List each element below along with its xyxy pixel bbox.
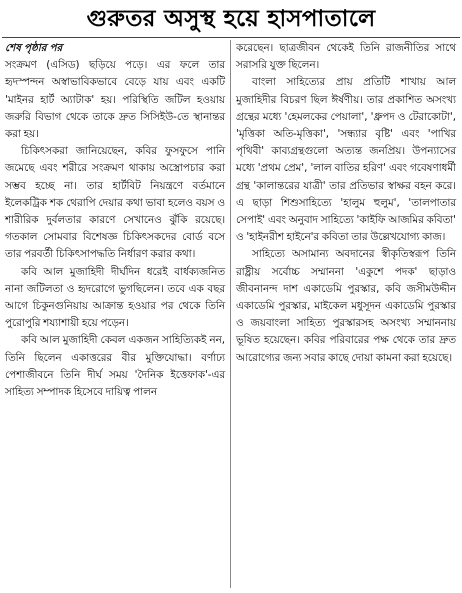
right-paragraph-2: বাংলা সাহিত্যের প্রায় প্রতিটি শাখায় আল মুজাহিদীর বিচরণ ছিল ঈর্ষণীয়। তার প্রকাশিত অসংখ্য গ্রন্থের মধ্যে 'হেমলকের পেয়ালা', 'ধ্রুপদ ও টেরাকোটা', 'মৃত্তিকা অতি-মৃত্তিকা', 'সন্ধ্যার বৃষ্টি' এবং 'পাখির পৃথিবী' কাব্যগ্রন্থগুলো অত্যন্ত জনপ্রিয়। উপন্যাসের মধ্যে 'প্রথম প্রেম', 'লাল বাতির হরিণ' এবং গবেষণাধর্মী গ্রন্থ 'কালান্তরের যাত্রী' তার প্রতিভার স্বাক্ষর বহন করে। এ ছাড়া শিশুসাহিত্যে 'হালুম হুলুম', 'তালপাতার সেপাই' এবং অনুবাদ সাহিত্যে 'কাইফি আজমির কবিতা' ও 'হাইনরীশ হাইনে'র কবিতা তার উল্লেখযোগ্য কাজ।	[236, 76, 456, 244]
right-paragraph-3: সাহিত্যে অসামান্য অবদানের স্বীকৃতিস্বরূপ তিনি রাষ্ট্রীয় সর্বোচ্চ সম্মাননা 'একুশে পদক' ছাড়াও জীবনানন্দ দাশ একাডেমি পুরস্কার, কবি জসীমউদ্দীন একাডেমি পুরস্কার, মাইকেল মধুসূদন একাডেমি পুরস্কার ও জয়বাংলা সাহিত্য পুরস্কারসহ অসংখ্য সম্মাননায় ভূষিত হয়েছেন। কবির পরিবারের পক্ষ থেকে তার দ্রুত আরোগ্যের জন্য সবার কাছে দোয়া কামনা করা হয়েছে।	[236, 248, 456, 364]
left-column	[5, 40, 225, 401]
left-paragraph-4: কবি আল মুজাহিদী কেবল একজন সাহিত্যিকই নন, তিনি ছিলেন একাত্তরের বীর মুক্তিযোদ্ধা। বর্ণাঢ্য পেশাজীবনে তিনি দীর্ঘ সময় 'দৈনিক ইত্তেফাক'-এর সাহিত্য সম্পাদক হিসেবে দায়িত্ব পালন	[5, 334, 225, 399]
right-column	[236, 40, 456, 367]
right-paragraph-1: করেছেন। ছাত্রজীবন থেকেই তিনি রাজনীতির সাথে সরাসরি যুক্ত ছিলেন।	[236, 42, 456, 72]
column-divider	[230, 40, 231, 588]
continuation-kicker: শেষ পৃষ্ঠার পর	[5, 42, 63, 54]
left-paragraph-3: কবি আল মুজাহিদী দীর্ঘদিন ধরেই বার্ধক্যজনিত নানা জটিলতা ও হৃদরোগে ভুগছিলেন। তবে এক বছর আগে চিকুনগুনিয়ায় আক্রান্ত হওয়ার পর থেকে তিনি পুরোপুরি শয্যাশায়ী হয়ে পড়েন।	[5, 265, 225, 330]
headline-rule	[2, 37, 460, 38]
left-paragraph-1: সংক্রমণ (এসিড) ছড়িয়ে পড়ে। এর ফলে তার হৃদস্পন্দন অস্বাভাবিকভাবে বেড়ে যায় এবং একটি 'মাইনর হার্ট অ্যাটাক' হয়। পরিস্থিতি জটিল হওয়ায় জরুরি বিভাগ থেকে তাকে দ্রুত সিসিইউ-তে স্থানান্তর করা হয়।	[5, 59, 225, 141]
left-paragraph-2: চিকিৎসকরা জানিয়েছেন, কবির ফুসফুসে পানি জমেছে এবং শরীরে সংক্রমণ থাকায় অস্ত্রোপচার করা সম্ভব হচ্ছে না। তার হার্টবিট নিয়ন্ত্রণে বর্তমানে ইলেকট্রিক শক থেরাপি দেয়ার কথা ভাবা হলেও বয়স ও শারীরিক দুর্বলতার কারণে সেখানেও ঝুঁকি রয়েছে। গতকাল সোমবার বিশেষজ্ঞ চিকিৎসকদের বোর্ড বসে তার পরবর্তী চিকিৎসাপদ্ধতি নির্ধারণ করার কথা।	[5, 145, 225, 261]
article-headline: গুরুতর অসুস্থ হয়ে হাসপাতালে	[86, 6, 376, 32]
